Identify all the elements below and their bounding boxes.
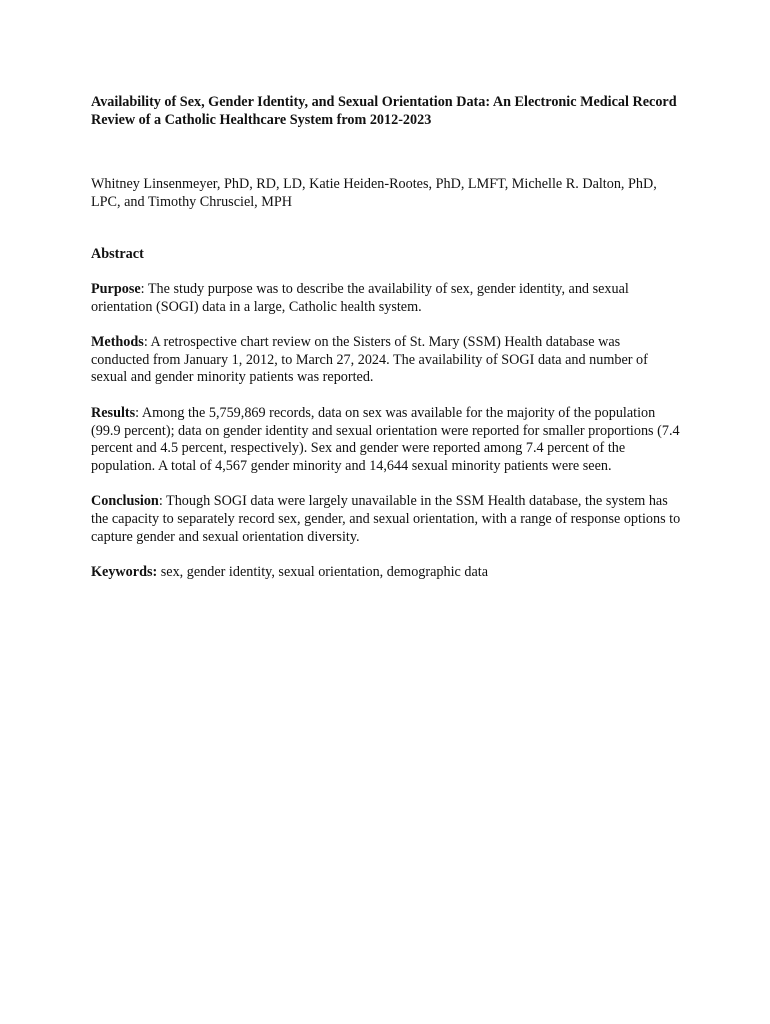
conclusion-label: Conclusion <box>91 493 159 510</box>
methods-paragraph <box>91 334 681 387</box>
results-paragraph <box>91 405 681 475</box>
purpose-label: Purpose <box>91 281 141 297</box>
keywords-label: Keywords: <box>91 564 158 581</box>
document-page <box>91 93 681 582</box>
purpose-text: : The study purpose was to describe the availability of sex, gender identity, and sexual orientation (SOGI) data in a large, Catholic health system. <box>91 281 629 315</box>
abstract-heading: Abstract <box>91 246 144 262</box>
results-label: Results <box>91 404 136 421</box>
conclusion-paragraph <box>91 493 681 546</box>
conclusion-text: : Though SOGI data were largely unavailable in the SSM Health database, the system has the capacity to separately record sex, gender, and sexual orientation, with a range of response options to capture gender and sexual orientation diversity. <box>91 493 681 545</box>
keywords-paragraph <box>91 564 681 582</box>
paper-title: Availability of Sex, Gender Identity, and Sexual Orientation Data: An Electronic Medical Record Review of a Catholic Healthcare System from 2012-2023 <box>91 94 677 128</box>
keywords-text: sex, gender identity, sexual orientation, demographic data <box>157 564 489 581</box>
author-list: Whitney Linsenmeyer, PhD, RD, LD, Katie Heiden-Rootes, PhD, LMFT, Michelle R. Dalton, PhD, LPC, and Timothy Chrusciel, MPH <box>91 176 657 210</box>
methods-text: : A retrospective chart review on the Sisters of St. Mary (SSM) Health database was conducted from January 1, 2012, to March 27, 2024. The availability of SOGI data and number of sexual and gender minority patients was reported. <box>91 334 648 386</box>
methods-label: Methods <box>91 334 144 351</box>
purpose-paragraph <box>91 281 681 316</box>
results-text: : Among the 5,759,869 records, data on sex was available for the majority of the population (99.9 percent); data on gender identity and sexual orientation were reported for smaller proportions (7.4 percent and 4.5 percent, respectively). Sex and gender were reported among 7.4 percent of the population. A total of 4,567 gender minority and 14,644 sexual minority patients were seen. <box>91 404 680 474</box>
